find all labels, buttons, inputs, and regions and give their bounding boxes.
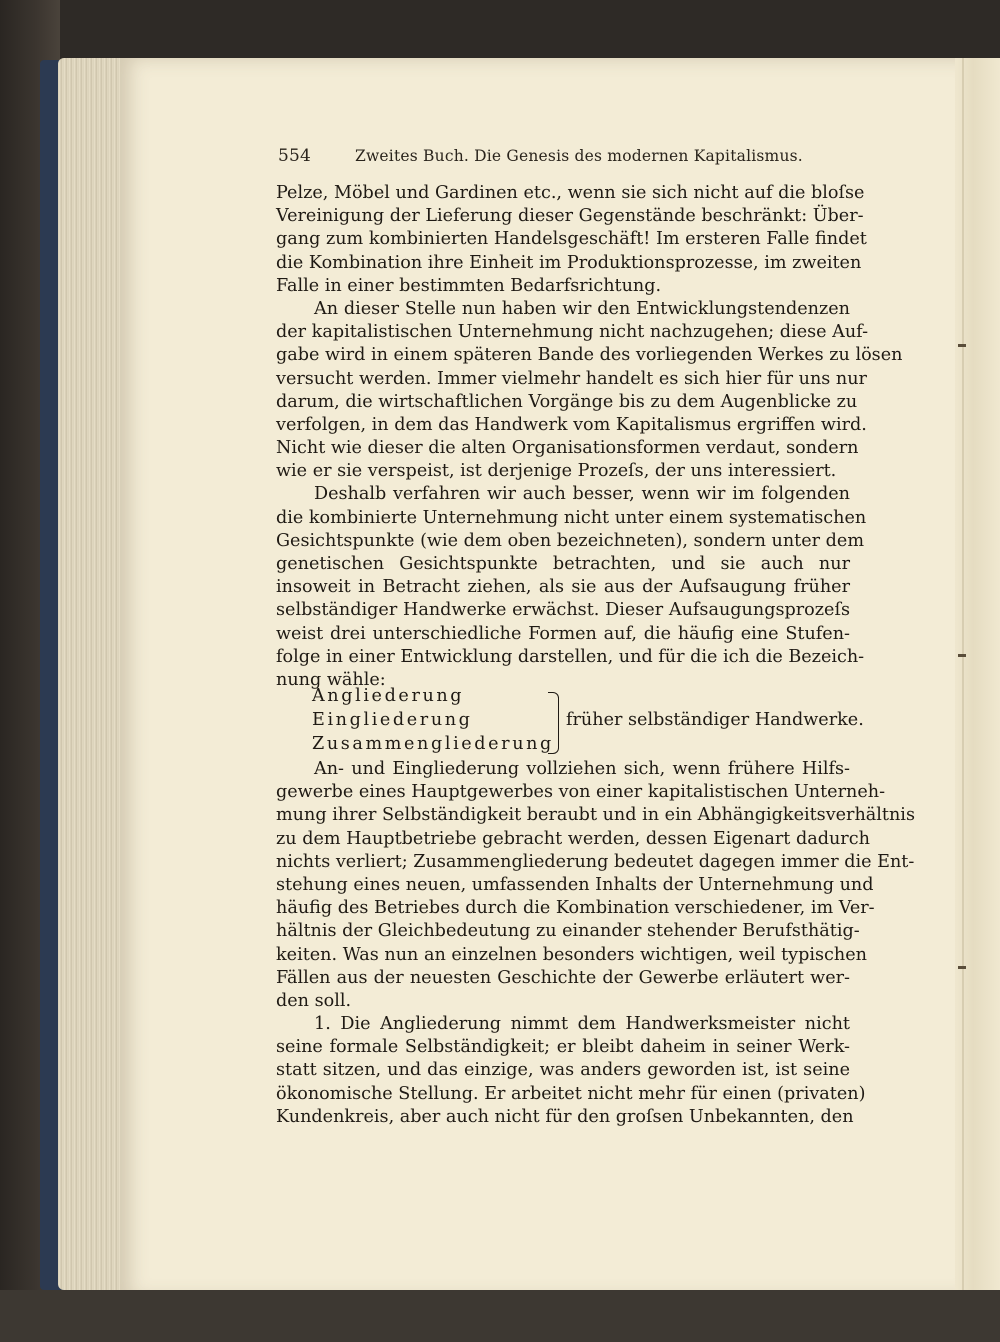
text-line: mung ihrer Selbständigkeit beraubt und in ein Abhängigkeitsverhältnis xyxy=(276,805,915,826)
text-line: Kundenkreis, aber auch nicht für den groſsen Unbekannten, den xyxy=(276,1106,854,1127)
text-line: gewerbe eines Hauptgewerbes von einer kapitalistischen Unterneh- xyxy=(276,782,886,803)
text-line: Gesichtspunkte (wie dem oben bezeichneten), sondern unter dem xyxy=(276,530,864,551)
text-line: An dieser Stelle nun haben wir den Entwicklungstendenzen xyxy=(314,298,850,319)
text-line: Nicht wie dieser die alten Organisationsformen verdaut, sondern xyxy=(276,438,859,459)
text-line: folge in einer Entwicklung darstellen, und für die ich die Bezeich- xyxy=(276,646,865,667)
classification-schema xyxy=(312,686,872,756)
text-line: 1. Die Angliederung nimmt dem Handwerksmeister nicht xyxy=(314,1014,850,1035)
text-line: insoweit in Betracht ziehen, als sie aus der Aufsaugung früher xyxy=(276,577,850,598)
text-line: gabe wird in einem späteren Bande des vorliegenden Werkes zu lösen xyxy=(276,345,903,366)
text-line: gang zum kombinierten Handelsgeschäft! Im ersteren Falle findet xyxy=(276,229,867,250)
running-title: Zweites Buch. Die Genesis des modernen Kapitalismus. xyxy=(355,147,803,165)
page-body-bottom xyxy=(276,758,915,1129)
text-line: Falle in einer bestimmten Bedarfsrichtung. xyxy=(276,275,662,296)
text-line: darum, die wirtschaftlichen Vorgänge bis zu dem Augenblicke zu xyxy=(276,391,858,412)
schema-item: Zusammengliederung xyxy=(312,734,554,754)
text-line: keiten. Was nun an einzelnen besonders wichtigen, weil typischen xyxy=(276,944,867,965)
text-line: zu dem Hauptbetriebe gebracht werden, dessen Eigenart dadurch xyxy=(276,828,870,849)
paragraph xyxy=(276,182,867,298)
background-top xyxy=(0,0,1000,60)
margin-marker xyxy=(958,654,966,657)
text-line: genetischen Gesichtspunkte betrachten, und sie auch nur xyxy=(276,554,850,574)
text-line: die kombinierte Unternehmung nicht unter einem systematischen xyxy=(276,507,867,528)
text-line: selbständiger Handwerke erwächst. Dieser Aufsaugungsprozeſs xyxy=(276,600,850,621)
text-line: seine formale Selbständigkeit; er bleibt daheim in seiner Werk- xyxy=(276,1037,850,1058)
text-line: ökonomische Stellung. Er arbeitet nicht mehr für einen (privaten) xyxy=(276,1083,866,1104)
text-line: nichts verliert; Zusammengliederung bedeutet dagegen immer die Ent- xyxy=(276,851,915,872)
text-line: die Kombination ihre Einheit im Produktionsprozesse, im zweiten xyxy=(276,252,862,273)
background-bottom xyxy=(0,1290,1000,1342)
text-line: hältnis der Gleichbedeutung zu einander stehender Berufsthätig- xyxy=(276,921,860,942)
text-line: statt sitzen, und das einzige, was anders geworden ist, ist seine xyxy=(276,1060,850,1081)
brace-label: früher selbständiger Handwerke. xyxy=(566,710,864,730)
text-line: Fällen aus der neuesten Geschichte der Gewerbe erläutert wer- xyxy=(276,967,850,988)
page-number: 554 xyxy=(278,146,312,166)
text-line: weist drei unterschiedliche Formen auf, die häufig eine Stufen- xyxy=(276,623,850,644)
page-body-top xyxy=(276,182,903,692)
paragraph xyxy=(276,758,915,1013)
schema-item: Eingliederung xyxy=(312,710,473,730)
text-line: verfolgen, in dem das Handwerk vom Kapitalismus ergriffen wird. xyxy=(276,414,867,435)
curly-brace xyxy=(548,692,559,754)
paragraph xyxy=(276,1013,866,1129)
margin-marker xyxy=(958,344,966,347)
margin-marker xyxy=(958,966,966,969)
text-line: An- und Eingliederung vollziehen sich, wenn frühere Hilfs- xyxy=(314,759,850,779)
text-line: versucht werden. Immer vielmehr handelt es sich hier für uns nur xyxy=(276,368,867,389)
text-line: den soll. xyxy=(276,990,352,1011)
text-line: nung wähle: xyxy=(276,669,386,690)
paragraph xyxy=(276,483,867,692)
text-line: häufig des Betriebes durch die Kombination verschiedener, im Ver- xyxy=(276,898,875,919)
schema-item: Angliederung xyxy=(312,686,465,706)
text-line: Deshalb verfahren wir auch besser, wenn wir im folgenden xyxy=(314,484,850,505)
text-line: wie er sie verspeist, ist derjenige Prozeſs, der uns interessiert. xyxy=(276,461,837,482)
text-line: Vereinigung der Lieferung dieser Gegenstände beschränkt: Über- xyxy=(276,206,864,227)
text-line: stehung eines neuen, umfassenden Inhalts der Unternehmung und xyxy=(276,874,874,895)
text-line: der kapitalistischen Unternehmung nicht nachzugehen; diese Auf- xyxy=(276,322,869,343)
gutter-line xyxy=(962,58,964,1298)
text-line: Pelze, Möbel und Gardinen etc., wenn sie sich nicht auf die bloſse xyxy=(276,183,865,203)
paragraph xyxy=(276,298,903,484)
